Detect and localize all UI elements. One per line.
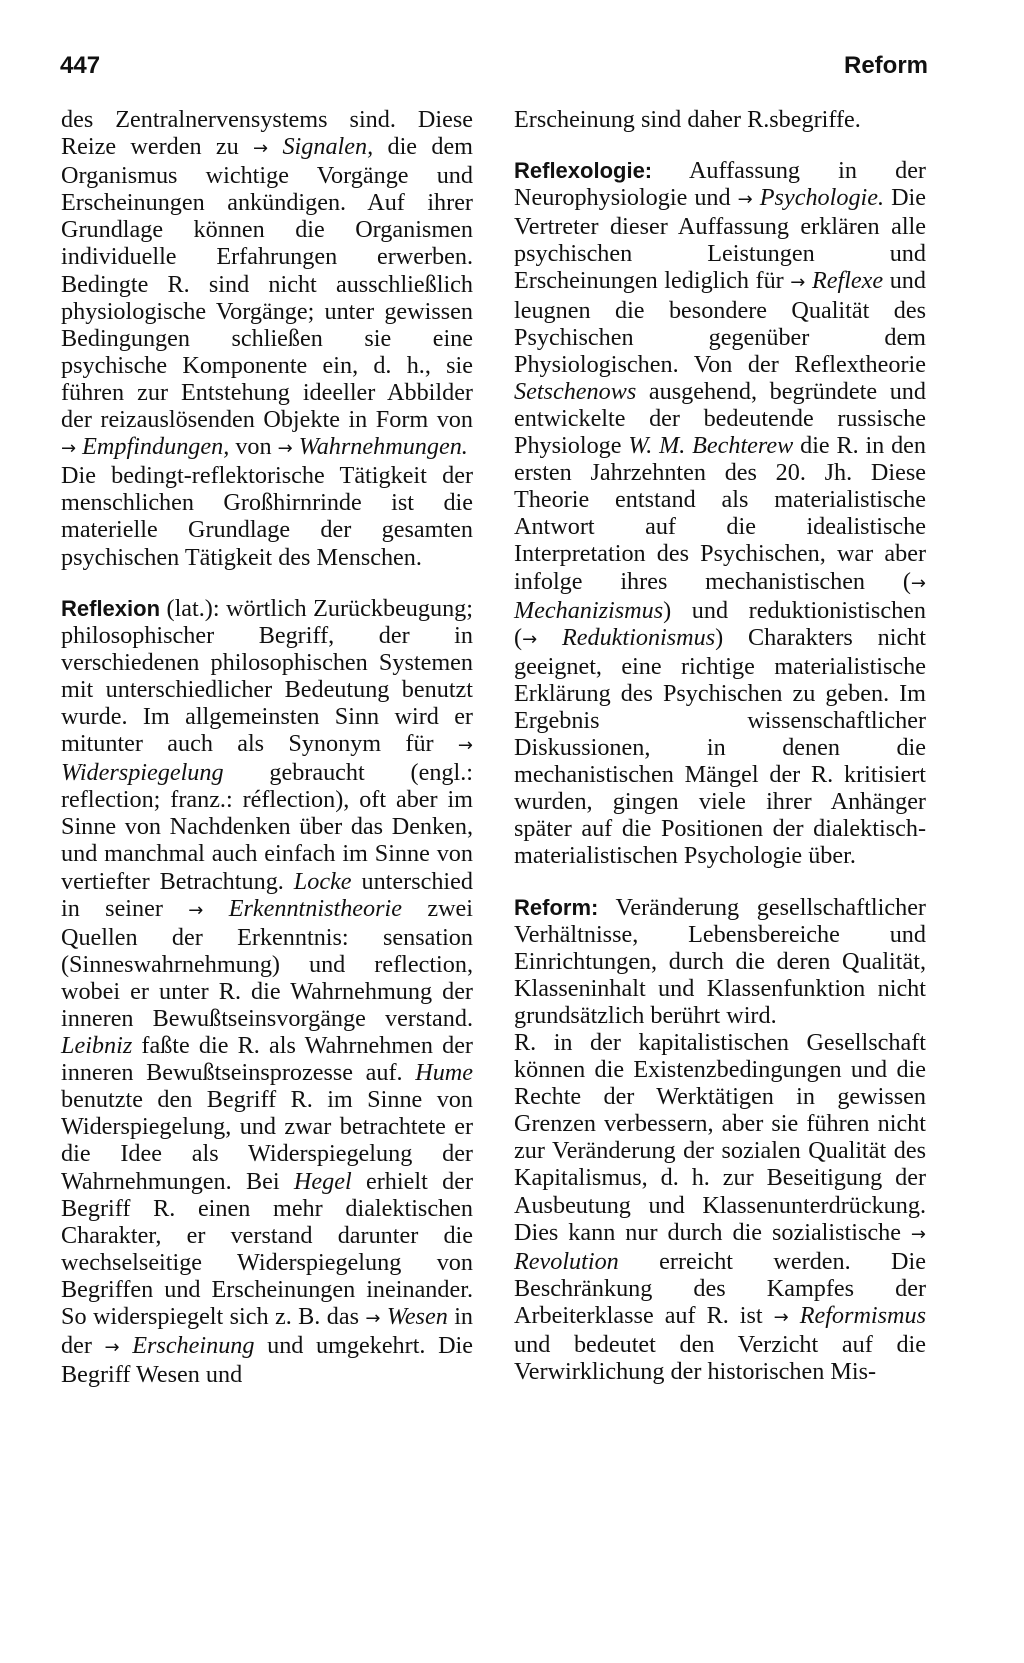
paragraph-grosshirnrinde: Die bedingt-reflektorische Tätigkeit der menschlichen Großhirnrinde ist die materielle Grundlage der gesamten psychischen Tätigkeit des Menschen.	[61, 462, 473, 571]
cross-reference-reflexe: Reflexe	[811, 267, 884, 295]
cross-reference-arrow-icon: →	[910, 1223, 926, 1245]
cross-reference-arrow-icon: →	[773, 1306, 789, 1328]
cross-reference-arrow-icon: →	[365, 1308, 381, 1330]
paragraph-reform-kapitalismus: R. in der kapitalistischen Gesellschaft können die Existenzbedingungen und die Rechte der Werktätigen in gewissen Grenzen verbessern, aber sie führen nicht zur Veränderung der sozialen Qualität des Kapitalismus, d. h. zur Beseitigung der Ausbeutung und Klassenunterdrückung. Dies kann nur durch die sozialistische → Revolution erreicht werden. Die Beschränkung des Kampfes der Arbeiterklasse auf R. ist → Reformismus und bedeutet den Verzicht auf die Verwirklichung der historischen Mis-	[514, 1029, 927, 1386]
entry-reflexion: Reflexion (lat.): wörtlich Zurückbeugung; philosophischer Begriff, der in verschiedenen philosophischen Systemen mit unterschiedlicher Bedeutung benutzt wurde. Im allgemeinsten Sinn wird er mitunter auch als Synonym für → Widerspiegelung gebraucht (engl.: reflection; franz.: réflection), oft aber im Sinne von Nachdenken über das Denken, und manchmal auch einfach im Sinne von vertiefter Betrachtung. Locke unterschied in seiner → Erkenntnistheorie zwei Quellen der Erkenntnis: sensation (Sinneswahrnehmung) und reflection, wobei er unter R. die Wahrnehmung der inneren Bewußtseinsvorgänge verstand. Leibniz faßte die R. als Wahrnehmen der inneren Bewußtseinsprozesse auf. Hume benutzte den Begriff R. im Sinne von Widerspiegelung, und zwar betrachtete er die Idee als Widerspiegelung der Wahrnehmungen. Bei Hegel erhielt der Begriff R. einen mehr dialektischen Charakter, er verstand darunter die wechselseitige Widerspiegelung von Begriffen und Erscheinungen ineinander. So widerspiegelt sich z. B. das → Wesen in der → Erscheinung und umgekehrt. Die Begriff Wesen und	[61, 594, 474, 1389]
person-name-bechterew: W. M. Bechterew	[628, 432, 794, 460]
cross-reference-arrow-icon: →	[104, 1337, 120, 1359]
entry-headword-reflexologie: Reflexologie:	[514, 158, 653, 184]
page-number: 447	[60, 52, 101, 79]
entry-reflexologie: Reflexologie: Auffassung in der Neurophysiologie und → Psychologie. Die Vertreter dieser Auffassung erklären alle psychischen Leistungen und Erscheinungen lediglich für → Reflexe und leugnen die besondere Qualität des Psychischen gegenüber dem Physiologischen. Von der Reflextheorie Setschenows ausgehend, begründete und entwickelte der bedeutende russische Physiologe W. M. Bechterew die R. in den ersten Jahrzehnten des 20. Jh. Diese Theorie entstand als materialistische Antwort auf die idealistische Interpretation des Psychischen, war aber infolge ihres mechanistischen (→ Mechanizismus) und reduktionistischen (→ Reduktionismus) Charakters nicht geeignet, eine richtige materialistische Erklärung des Psychischen zu geben. Im Ergebnis wissenschaftlicher Diskussionen, in denen die mechanistischen Mängel der R. kritisiert wurden, gingen viele ihrer Anhänger später auf die Positionen der dialektisch-materialistischen Psychologie über.	[514, 157, 926, 870]
entry-reform: Reform: Veränderung gesellschaftlicher Verhältnisse, Lebensbereiche und Einrichtungen, durch die deren Qualität, Klasseninhalt und Klassenfunktion nicht grundsätzlich berührt wird.	[514, 893, 926, 1029]
person-name-hegel: Hegel	[293, 1167, 352, 1195]
cross-reference-mechanizismus: Mechanizismus	[514, 596, 664, 624]
cross-reference-arrow-icon: →	[910, 572, 926, 594]
paragraph-reflexion-continued: Erscheinung sind daher R.sbegriffe.	[514, 106, 861, 133]
paragraph-bedingte-reflexe-continued: des Zentralnervensystems sind. Diese Reize werden zu → Signalen, die dem Organismus wichtige Vorgänge und Erscheinungen ankündigen. Auf ihrer Grundlage können die Organismen individuelle Erfahrungen erwerben. Bedingte R. sind nicht ausschließlich physiologische Vorgänge; unter gewissen Bedingungen schließen sie eine psychische Komponente ein, d. h., sie führen zur Entstehung ideeller Abbilder der reizauslösenden Objekte in Form von → Empfindungen, von → Wahrnehmungen.	[61, 106, 473, 461]
cross-reference-reduktionismus: Reduktionismus	[561, 623, 716, 651]
person-name-hume: Hume	[415, 1059, 473, 1087]
cross-reference-arrow-icon: →	[188, 899, 204, 921]
cross-reference-wahrnehmungen: Wahrnehmungen.	[298, 433, 468, 461]
person-name-setschenows: Setschenows	[514, 377, 637, 405]
cross-reference-empfindungen: Empfindungen,	[82, 433, 230, 461]
running-head: Reform	[843, 52, 928, 79]
entry-headword-reflexion: Reflexion	[61, 595, 161, 621]
cross-reference-erkenntnistheorie: Erkenntnistheorie	[228, 894, 402, 922]
cross-reference-widerspiegelung: Widerspiegelung	[61, 759, 224, 787]
cross-reference-psychologie: Psychologie.	[759, 184, 885, 212]
cross-reference-arrow-icon: →	[522, 628, 538, 650]
entry-headword-reform: Reform:	[514, 894, 599, 920]
person-name-leibniz: Leibniz	[61, 1032, 133, 1060]
cross-reference-erscheinung: Erscheinung	[132, 1332, 255, 1360]
person-name-locke: Locke	[293, 867, 352, 895]
cross-reference-arrow-icon: →	[790, 272, 806, 294]
cross-reference-arrow-icon: →	[737, 189, 753, 211]
cross-reference-revolution: Revolution	[514, 1247, 619, 1275]
cross-reference-reformismus: Reformismus	[799, 1301, 927, 1329]
cross-reference-arrow-icon: →	[457, 735, 473, 757]
cross-reference-arrow-icon: →	[277, 438, 293, 460]
left-column	[61, 106, 473, 1388]
page-header	[60, 52, 928, 82]
cross-reference-arrow-icon: →	[61, 438, 77, 460]
right-column	[514, 106, 926, 1385]
cross-reference-signalen: Signalen,	[282, 133, 374, 161]
cross-reference-wesen: Wesen	[386, 1303, 448, 1331]
cross-reference-arrow-icon: →	[253, 138, 269, 160]
